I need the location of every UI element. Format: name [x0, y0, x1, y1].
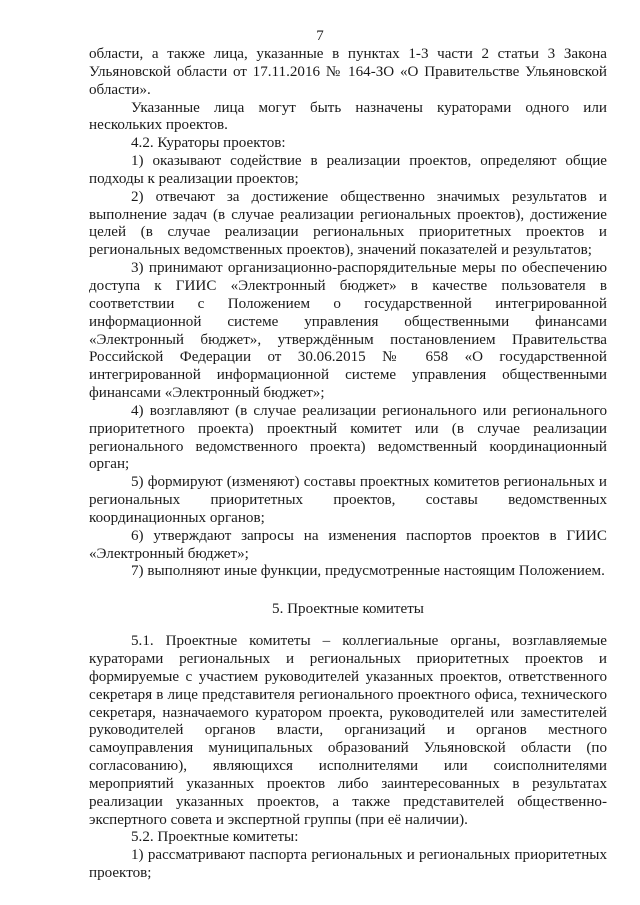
list-item-3: 3) принимают организационно-распорядительные меры по обеспечению доступа к ГИИС «Электронный бюджет» в качестве пользователя в соответствии с Положением о государственной интегрированной информационной системе управления общественными финансами «Электронный бюджет», утверждённым постановлением Правительства Российской Федерации от 30.06.2015 № 658 «О государственной интегрированной информационной системе управления общественными финансами «Электронный бюджет»;	[89, 260, 607, 402]
list-item-2: 2) отвечают за достижение общественно значимых результатов и выполнение задач (в случае реализации региональных проектов), достижение целей (в случае реализации региональных приоритетных проектов и региональных ведомственных проектов), значений показателей и результатов;	[89, 188, 607, 259]
page-number: 7	[316, 28, 324, 44]
paragraph-heading-4-2: 4.2. Кураторы проектов:	[131, 135, 286, 152]
list-item-7: 7) выполняют иные функции, предусмотренные настоящим Положением.	[131, 563, 605, 580]
list-item-1: 1) оказывают содействие в реализации проектов, определяют общие подходы к реализации проектов;	[89, 153, 607, 187]
list-item-5: 5) формируют (изменяют) составы проектных комитетов региональных и региональных приоритетных проектов, составы ведомственных координационных органов;	[89, 474, 607, 526]
document-body	[89, 46, 607, 883]
section-heading: 5. Проектные комитеты	[272, 601, 424, 618]
list-item-5-2-1: 1) рассматривают паспорта региональных и региональных приоритетных проектов;	[89, 847, 607, 882]
list-item-4: 4) возглавляют (в случае реализации регионального или регионального приоритетного проекта) проектный комитет или (в случае реализации регионального ведомственного проекта) ведомственный координационный орган;	[89, 402, 607, 473]
list-item-6: 6) утверждают запросы на изменения паспортов проектов в ГИИС «Электронный бюджет»;	[89, 527, 607, 562]
paragraph-5-1: 5.1. Проектные комитеты – коллегиальные органы, возглавляемые кураторами региональных и региональных приоритетных проектов и формируемые с участием руководителей указанных проектов, ответственного секретаря в лице представителя регионального проектного офиса, технического секретаря, назначаемого куратором проекта, руководителей или заместителей руководителей органов власти, организаций и органов местного самоуправления муниципальных образований Ульяновской области (по согласованию), являющихся исполнителями или соисполнителями мероприятий указанных проектов либо заинтересованных в результатах реализации указанных проектов, а также представителей общественно-экспертного совета и экспертной группы (при её наличии).	[89, 633, 607, 828]
paragraph-curators-note: Указанные лица могут быть назначены кураторами одного или нескольких проектов.	[89, 99, 607, 134]
paragraph-5-2: 5.2. Проектные комитеты:	[131, 829, 299, 846]
paragraph-continuation: области, а также лица, указанные в пунктах 1-3 части 2 статьи 3 Закона Ульяновской области от 17.11.2016 № 164-ЗО «О Правительстве Ульяновской области».	[89, 46, 607, 98]
